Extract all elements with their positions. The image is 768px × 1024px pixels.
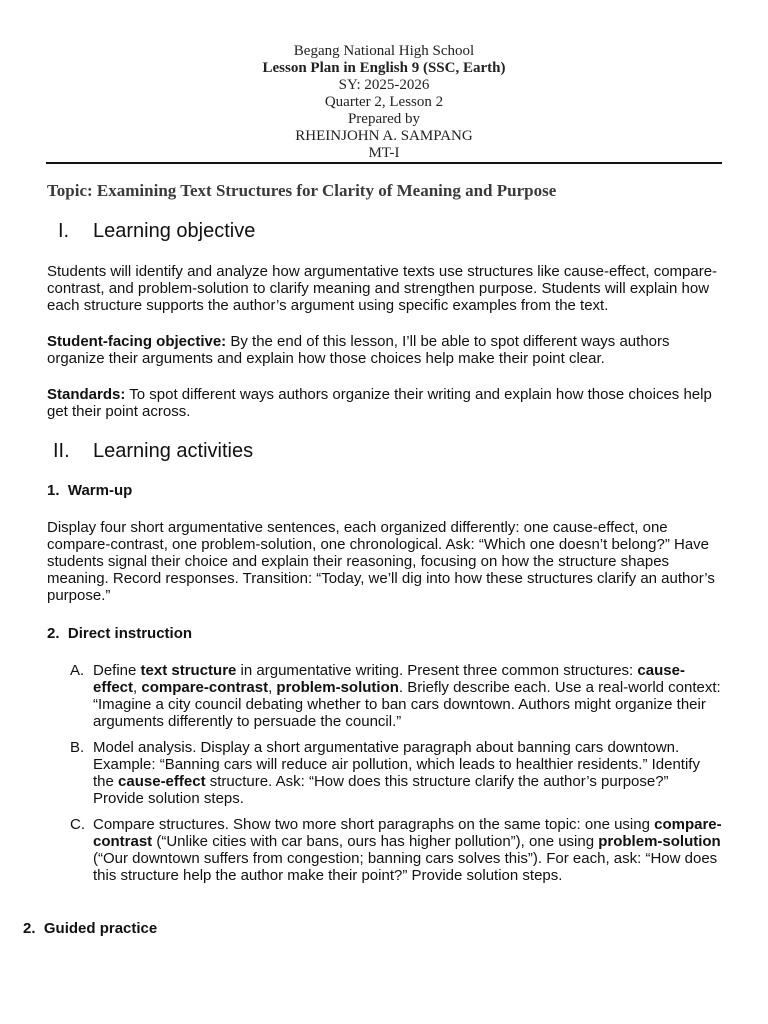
list-item-label: B. bbox=[70, 739, 85, 756]
warm-up-paragraph: Display four short argumentative sentences, each organized differently: one cause-effect, one compare-contrast, one problem-solution, one chronological. Ask: “Which one doesn’t belong?” Have students signal their choice and explain their reasoning, focusing on how the structure shapes meaning. Record responses. Transition: “Today, we’ll dig into how these structures clarify an author’s purpose.” bbox=[47, 519, 715, 604]
list-item-b bbox=[70, 739, 722, 807]
subheading-number: 1. bbox=[47, 482, 60, 499]
subheading-guided-practice bbox=[23, 920, 157, 937]
subheading-number: 2. bbox=[47, 625, 60, 642]
subheading-title: Guided practice bbox=[43, 920, 158, 937]
student-objective-paragraph bbox=[47, 333, 723, 367]
student-objective-text: By the end of this lesson, I’ll be able to spot different ways authors organize their arguments and explain how those choices help make their point clear. bbox=[47, 333, 670, 367]
school-name: Begang National High School bbox=[293, 43, 475, 59]
standards-label: Standards: bbox=[47, 386, 126, 403]
prepared-by-label: Prepared by bbox=[347, 111, 421, 127]
list-item-label: A. bbox=[70, 662, 85, 679]
standards-paragraph bbox=[47, 386, 723, 420]
list-item-body: Model analysis. Display a short argumentative paragraph about banning cars downtown. Example: “Banning cars will reduce air pollution, which leads to healthier residents.” Identify the cause-effect structure. Ask: “How does this structure clarify the author’s purpose?” Provide solution steps. bbox=[93, 739, 700, 807]
header-divider bbox=[46, 162, 722, 164]
list-item-label: C. bbox=[70, 816, 85, 833]
objective-paragraph: Students will identify and analyze how argumentative texts use structures like cause-effect, compare-contrast, and problem-solution to clarify meaning and strengthen purpose. Students will explain how each structure supports the author’s argument using specific examples from the text. bbox=[47, 263, 718, 314]
author-position: MT-I bbox=[368, 145, 400, 161]
lesson-plan-title: Lesson Plan in English 9 (SSC, Earth) bbox=[262, 60, 506, 76]
subheading-title: Warm-up bbox=[67, 482, 133, 499]
section-title: Learning objective bbox=[93, 220, 256, 242]
standards-text: To spot different ways authors organize their writing and explain how those choices help get their point across. bbox=[47, 386, 712, 420]
subheading-direct-instruction bbox=[47, 625, 192, 642]
subheading-title: Direct instruction bbox=[67, 625, 193, 642]
section-number: II. bbox=[53, 440, 70, 462]
list-item-a bbox=[70, 662, 722, 730]
subheading-warm-up bbox=[47, 482, 132, 499]
list-item-c bbox=[70, 816, 722, 884]
section-title: Learning activities bbox=[93, 440, 254, 462]
list-item-body: Define text structure in argumentative writing. Present three common structures: cause-effect, compare-contrast, problem-solution. Briefly describe each. Use a real-world context: “Imagine a city council debating whether to ban cars downtown. Authors might organize their arguments differently to persuade the council.” bbox=[93, 662, 721, 730]
student-objective-label: Student-facing objective: bbox=[47, 333, 227, 350]
section-number: I. bbox=[58, 220, 70, 242]
list-item-body: Compare structures. Show two more short paragraphs on the same topic: one using compare-contrast (“Unlike cities with car bans, ours has higher pollution”), one using problem-solution (“Our downtown suffers from congestion; banning cars solves this”). For each, ask: “How does this structure help the author make their point?” Provide solution steps. bbox=[93, 816, 722, 884]
school-year: SY: 2025-2026 bbox=[338, 77, 430, 93]
author-name: RHEINJOHN A. SAMPANG bbox=[295, 128, 473, 144]
topic-heading: Topic: Examining Text Structures for Clarity of Meaning and Purpose bbox=[47, 181, 557, 200]
quarter-lesson: Quarter 2, Lesson 2 bbox=[324, 94, 444, 110]
subheading-number: 2. bbox=[23, 920, 36, 937]
